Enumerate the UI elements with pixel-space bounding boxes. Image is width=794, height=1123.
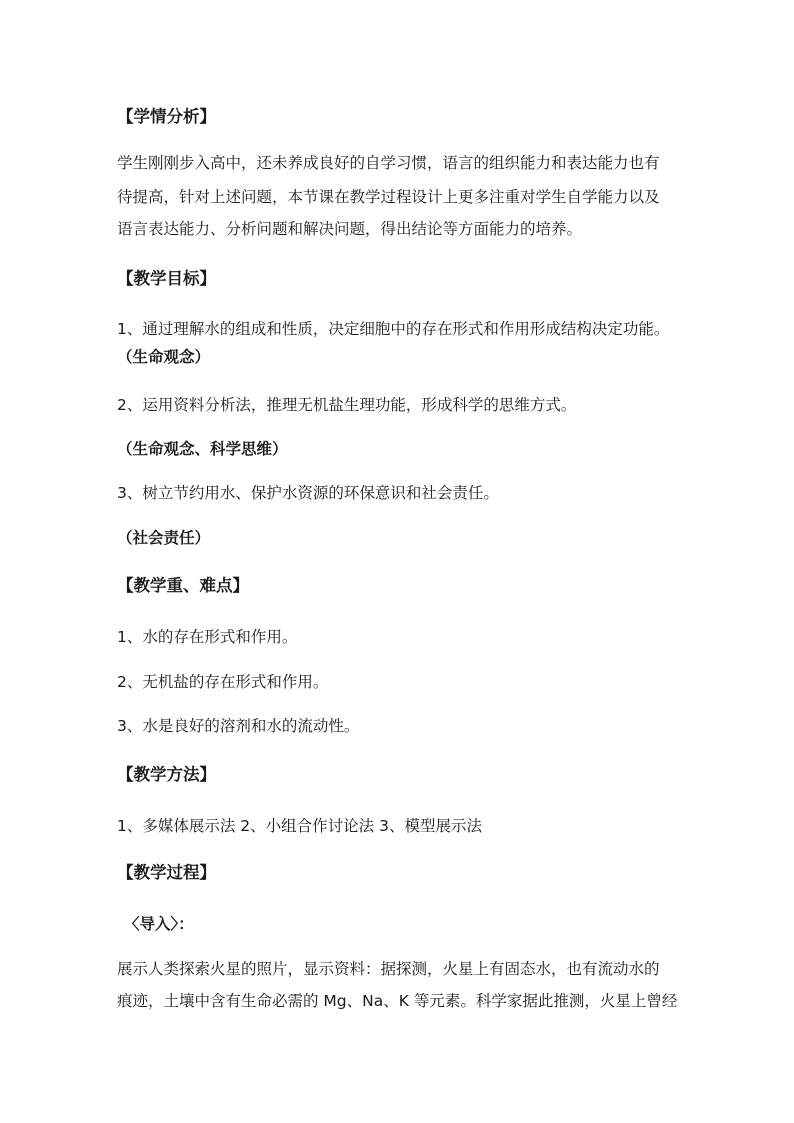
heading-student-analysis: 【学情分析】 [117, 107, 216, 126]
goal-tag-3: （社会责任） [117, 529, 211, 547]
key-point-2: 2、无机盐的存在形式和作用。 [117, 673, 329, 691]
heading-key-points: 【教学重、难点】 [117, 576, 249, 595]
process-line-2: 痕迹，土壤中含有生命必需的 Mg、Na、K 等元素。科学家据此推测，火星上曾经 [117, 992, 678, 1010]
intro-label: 〈导入〉： [124, 915, 194, 933]
goal-tag-2: （生命观念、科学思维） [117, 440, 288, 458]
goal-tag-1: （生命观念） [117, 348, 211, 366]
key-point-1: 1、水的存在形式和作用。 [117, 628, 298, 646]
process-line-1: 展示人类探索火星的照片，显示资料：据探测，火星上有固态水，也有流动水的 [117, 960, 660, 978]
analysis-line-3: 语言表达能力、分析问题和解决问题，得出结论等方面能力的培养。 [117, 220, 583, 238]
goal-item-2: 2、运用资料分析法，推理无机盐生理功能，形成科学的思维方式。 [117, 396, 577, 414]
analysis-line-2: 待提高，针对上述问题，本节课在教学过程设计上更多注重对学生自学能力以及 [117, 188, 660, 206]
heading-teaching-goals: 【教学目标】 [117, 269, 216, 288]
heading-teaching-process: 【教学过程】 [117, 863, 216, 882]
key-point-3: 3、水是良好的溶剂和水的流动性。 [117, 717, 360, 735]
goal-item-1: 1、通过理解水的组成和性质，决定细胞中的存在形式和作用形成结构决定功能。 [117, 320, 670, 338]
goal-item-3: 3、树立节约用水、保护水资源的环保意识和社会责任。 [117, 484, 499, 502]
analysis-line-1: 学生刚刚步入高中，还未养成良好的自学习惯，语言的组织能力和表达能力也有 [117, 154, 660, 172]
methods-text: 1、多媒体展示法 2、小组合作讨论法 3、模型展示法 [117, 817, 482, 835]
heading-teaching-methods: 【教学方法】 [117, 765, 216, 784]
